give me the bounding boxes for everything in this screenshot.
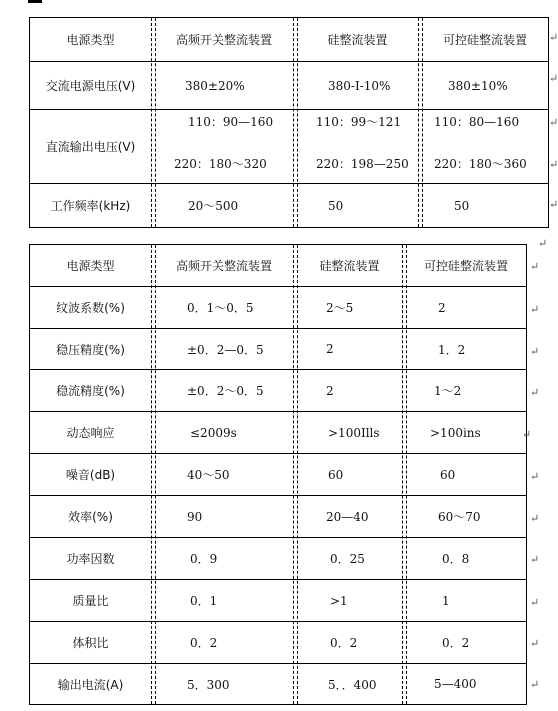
- cell-value: 50: [328, 198, 344, 213]
- cell-value: 0．25: [330, 552, 365, 566]
- column-divider: [151, 245, 156, 704]
- row-label-current-accuracy: 稳流精度(%): [56, 384, 125, 398]
- cell-value: 2: [326, 342, 334, 356]
- cell-value: 0．2: [442, 636, 470, 650]
- cell-value: 220：180～360: [434, 156, 527, 171]
- row-label-efficiency: 效率(%): [68, 510, 113, 524]
- header-silicon-rectifier: 硅整流装置: [319, 259, 380, 273]
- header-type-label: 电源类型: [66, 259, 115, 273]
- return-mark: ↵: [530, 553, 540, 566]
- return-mark: ↵: [530, 596, 540, 609]
- column-divider: [402, 245, 407, 704]
- cell-value: 5．300: [187, 677, 230, 692]
- top-rule-mark: [28, 0, 42, 3]
- power-supply-comparison-table-2: [29, 244, 527, 705]
- header-thyristor-rectifier: 可控硅整流装置: [442, 33, 527, 47]
- cell-value: 1．2: [438, 342, 466, 357]
- cell-value: 110：80—160: [434, 114, 520, 129]
- return-mark: ↵: [522, 428, 532, 441]
- cell-value: 40～50: [187, 468, 230, 482]
- cell-value: 0．8: [442, 552, 470, 566]
- cell-value: 380-I-10%: [328, 78, 391, 93]
- header-thyristor-rectifier: 可控硅整流装置: [423, 259, 508, 273]
- row-label-ac-voltage: 交流电源电压(V): [45, 79, 136, 93]
- return-mark: ↵: [530, 386, 540, 399]
- return-mark: ↵: [549, 31, 558, 44]
- power-supply-comparison-table-1: [29, 17, 549, 228]
- return-mark: ↵: [530, 678, 540, 691]
- row-label-power-factor: 功率因数: [66, 552, 115, 566]
- cell-value: 0．2: [190, 636, 218, 650]
- cell-value: 60: [440, 467, 456, 482]
- return-mark: ↵: [549, 198, 558, 211]
- column-divider: [293, 245, 298, 704]
- return-mark: ↵: [549, 116, 558, 129]
- row-label-frequency: 工作频率(kHz): [50, 199, 131, 213]
- row-label-volume-ratio: 体积比: [72, 636, 109, 650]
- return-mark: ↵: [530, 512, 540, 525]
- cell-value: 2～5: [326, 301, 354, 315]
- cell-value: 110：99～121: [316, 114, 402, 129]
- cell-value: 2: [326, 383, 334, 398]
- return-mark: ↵: [530, 303, 540, 316]
- cell-value: 380±20%: [185, 78, 245, 93]
- row-label-output-current: 输出电流(A): [57, 677, 124, 692]
- cell-value: 5．．400: [328, 677, 377, 692]
- cell-value: 5—400: [434, 677, 477, 691]
- cell-value: 20—40: [326, 509, 369, 524]
- row-label-mass-ratio: 质量比: [72, 594, 109, 608]
- cell-value: 110：90—160: [188, 114, 274, 129]
- cell-value: 60～70: [438, 510, 481, 524]
- return-mark: ↵: [530, 470, 540, 483]
- cell-value: 1～2: [434, 384, 462, 398]
- return-mark: ↵: [549, 72, 558, 85]
- header-silicon-rectifier: 硅整流装置: [327, 33, 388, 47]
- cell-value: >100Ills: [328, 425, 380, 440]
- cell-value: 0．2: [330, 636, 358, 650]
- return-mark: ↵: [538, 237, 548, 250]
- row-label-voltage-accuracy: 稳压精度(%): [56, 342, 125, 357]
- return-mark: ↵: [530, 637, 540, 650]
- cell-value: 90: [187, 509, 203, 524]
- cell-value: >1: [330, 593, 348, 608]
- cell-value: 1: [442, 593, 450, 608]
- row-label-dynamic-response: 动态响应: [66, 426, 115, 440]
- cell-value: 20～500: [188, 199, 239, 213]
- cell-value: 380±10%: [448, 78, 508, 93]
- cell-value: ±0．2—0．5: [187, 342, 264, 357]
- cell-value: ±0．2～0．5: [187, 384, 264, 398]
- header-high-frequency: 高频开关整流装置: [175, 259, 272, 273]
- cell-value: 60: [328, 467, 344, 482]
- return-mark: ↵: [530, 260, 540, 273]
- cell-value: 0．1～0．5: [187, 301, 254, 315]
- cell-value: 0．9: [190, 552, 218, 566]
- cell-value: 220：180～320: [174, 156, 267, 171]
- row-label-ripple-factor: 纹波系数(%): [56, 301, 125, 315]
- cell-value: 0．1: [190, 594, 218, 608]
- return-mark: ↵: [530, 345, 540, 358]
- cell-value: 220：198—250: [316, 156, 409, 171]
- cell-value: ≤2009s: [190, 425, 237, 440]
- header-high-frequency: 高频开关整流装置: [175, 33, 272, 47]
- cell-value: 2: [438, 300, 446, 315]
- header-type-label: 电源类型: [66, 33, 115, 47]
- cell-value: >100ins: [430, 425, 481, 440]
- return-mark: ↵: [549, 158, 558, 171]
- row-label-noise: 噪音(dB): [65, 468, 116, 482]
- cell-value: 50: [454, 198, 470, 213]
- row-label-dc-output-voltage: 直流输出电压(V): [45, 140, 136, 154]
